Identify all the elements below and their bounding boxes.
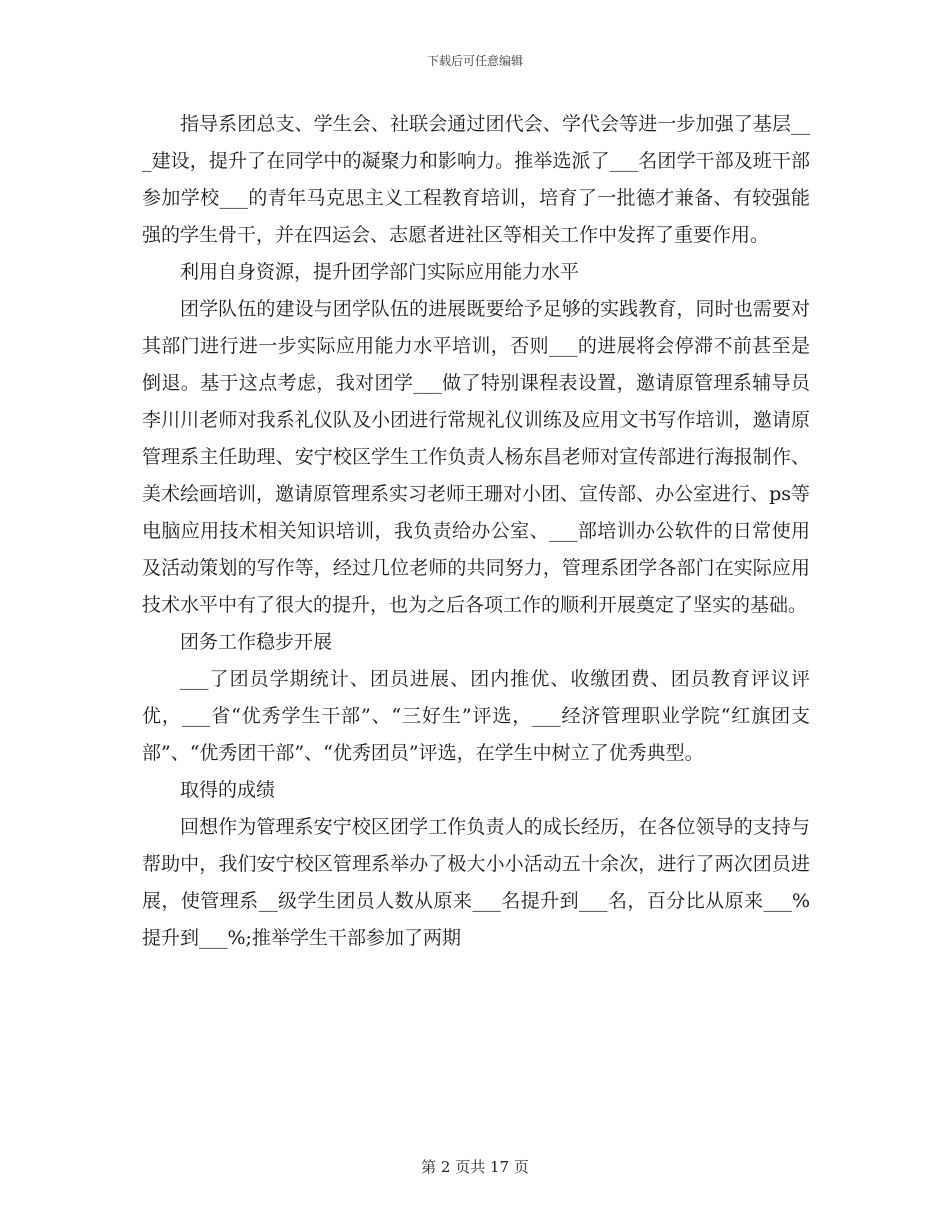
page-number: 第 2 页共 17 页	[421, 1158, 529, 1176]
page-header-note: 下载后可任意编辑	[426, 54, 523, 68]
paragraph-skills-training: 团学队伍的建设与团学队伍的进展既要给予足够的实践教育，同时也需要对其部门进行进一步实际应用能力水平培训，否则___的进展将会停滞不前甚至是倒退。基于这点考虑，我对团学___做了特别课程表设置，邀请原管理系辅导员李川川老师对我系礼仪队及小团进行常规礼仪训练及应用文书写作培训，邀请原管理系主任助理、安宁校区学生工作负责人杨东昌老师对宣传部进行海报制作、美术绘画培训，邀请原管理系实习老师王珊对小团、宣传部、办公室进行、ps等电脑应用技术相关知识培训，我负责给办公室、___部培训办公软件的日常使用及活动策划的写作等，经过几位老师的共同努力，管理系团学各部门在实际应用技术水平中有了很大的提升，也为之后各项工作的顺利开展奠定了坚实的基础。	[142, 298, 810, 616]
section-heading-league-work: 团务工作稳步开展	[180, 631, 333, 653]
paragraph-youth-training: 指导系团总支、学生会、社联会通过团代会、学代会等进一步加强了基层___建设，提升了在同学中的凝聚力和影响力。推举选派了___名团学干部及班干部参加学校___的青年马克思主义工程教育培训，培育了一批德才兼备、有较强能强的学生骨干，并在四运会、志愿者进社区等相关工作中发挥了重要作用。	[142, 113, 810, 246]
paragraph-league-work: ___了团员学期统计、团员进展、团内推优、收缴团费、团员教育评议评优，___省“优秀学生干部”、“三好生”评选，___经济管理职业学院“红旗团支部”、“优秀团干部”、“优秀团员”评选，在学生中树立了优秀典型。	[142, 668, 810, 764]
section-heading-achievements: 取得的成绩	[180, 779, 276, 801]
document-body	[142, 106, 810, 957]
section-heading-resources: 利用自身资源，提升团学部门实际应用能力水平	[180, 261, 580, 283]
paragraph-achievements: 回想作为管理系安宁校区团学工作负责人的成长经历，在各位领导的支持与帮助中，我们安宁校区管理系举办了极大小小活动五十余次，进行了两次团员进展，使管理系__级学生团员人数从原来___名提升到___名，百分比从原来___%提升到___%;推举学生干部参加了两期	[142, 816, 810, 949]
